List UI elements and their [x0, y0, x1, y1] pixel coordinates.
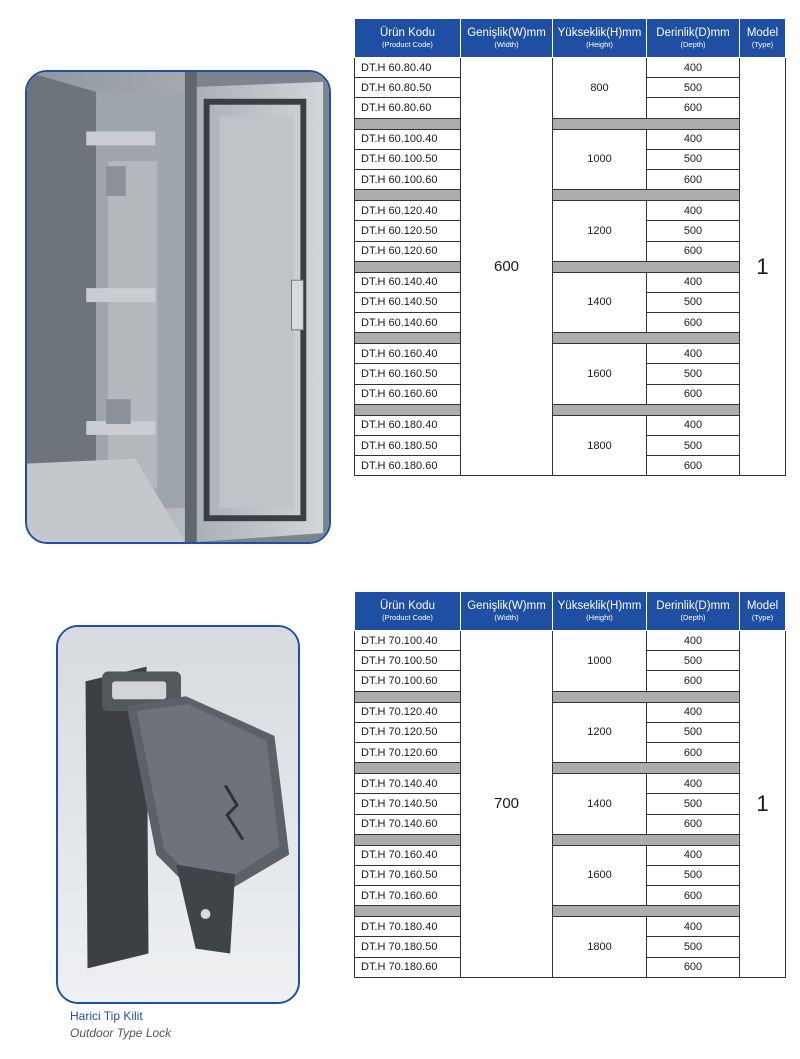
depth-cell: 500 — [647, 292, 740, 312]
separator-row — [355, 763, 786, 774]
product-code-cell: DT.H 60.160.40 — [355, 344, 461, 364]
depth-cell: 500 — [647, 221, 740, 241]
separator-row — [355, 834, 786, 845]
height-cell: 1200 — [553, 702, 647, 763]
separator-cell — [553, 190, 740, 201]
product-code-cell: DT.H 60.180.40 — [355, 415, 461, 435]
height-cell: 1000 — [553, 631, 647, 692]
depth-cell: 400 — [647, 201, 740, 221]
product-code-cell: DT.H 60.100.40 — [355, 129, 461, 149]
product-code-cell: DT.H 60.140.50 — [355, 292, 461, 312]
height-cell: 1400 — [553, 774, 647, 835]
table-row — [355, 272, 786, 292]
depth-cell: 400 — [647, 917, 740, 937]
product-code-cell: DT.H 60.80.60 — [355, 98, 461, 118]
depth-cell: 600 — [647, 671, 740, 691]
height-cell: 1800 — [553, 917, 647, 978]
header-height: Yükseklik(H)mm (Height) — [553, 592, 647, 631]
depth-cell: 600 — [647, 886, 740, 906]
separator-cell — [355, 906, 461, 917]
height-cell: 1600 — [553, 845, 647, 906]
depth-cell: 600 — [647, 384, 740, 404]
lock-caption — [70, 1008, 171, 1042]
depth-cell: 400 — [647, 415, 740, 435]
header-depth: Derinlik(D)mm (Depth) — [647, 592, 740, 631]
product-code-cell: DT.H 70.120.40 — [355, 702, 461, 722]
separator-row — [355, 333, 786, 344]
product-code-cell: DT.H 70.120.50 — [355, 722, 461, 742]
product-code-cell: DT.H 60.80.40 — [355, 58, 461, 78]
product-code-cell: DT.H 60.180.60 — [355, 456, 461, 476]
separator-cell — [355, 333, 461, 344]
depth-cell: 600 — [647, 742, 740, 762]
depth-cell: 600 — [647, 98, 740, 118]
height-cell: 1600 — [553, 344, 647, 405]
header-product-code: Ürün Kodu (Product Code) — [355, 19, 461, 58]
spec-table-700 — [354, 591, 786, 978]
depth-cell: 500 — [647, 364, 740, 384]
product-code-cell: DT.H 70.120.60 — [355, 742, 461, 762]
width-cell: 700 — [461, 631, 553, 978]
depth-cell: 500 — [647, 149, 740, 169]
separator-cell — [355, 834, 461, 845]
product-code-cell: DT.H 60.140.40 — [355, 272, 461, 292]
separator-cell — [355, 404, 461, 415]
height-cell: 1400 — [553, 272, 647, 333]
separator-cell — [553, 763, 740, 774]
header-model: Model (Type) — [740, 592, 786, 631]
depth-cell: 500 — [647, 937, 740, 957]
depth-cell: 600 — [647, 814, 740, 834]
product-code-cell: DT.H 60.120.40 — [355, 201, 461, 221]
table-row — [355, 415, 786, 435]
depth-cell: 500 — [647, 651, 740, 671]
model-cell: 1 — [740, 58, 786, 476]
product-code-cell: DT.H 70.180.40 — [355, 917, 461, 937]
product-code-cell: DT.H 70.160.60 — [355, 886, 461, 906]
separator-cell — [553, 906, 740, 917]
separator-cell — [553, 261, 740, 272]
height-cell: 1200 — [553, 201, 647, 262]
depth-cell: 400 — [647, 58, 740, 78]
spec-table-600 — [354, 18, 786, 476]
product-code-cell: DT.H 70.160.50 — [355, 865, 461, 885]
caption-turkish: Harici Tip Kilit — [70, 1009, 143, 1023]
separator-cell — [553, 118, 740, 129]
separator-cell — [355, 190, 461, 201]
depth-cell: 600 — [647, 313, 740, 333]
separator-cell — [355, 763, 461, 774]
product-code-cell: DT.H 60.120.50 — [355, 221, 461, 241]
product-code-cell: DT.H 70.100.60 — [355, 671, 461, 691]
product-code-cell: DT.H 70.140.60 — [355, 814, 461, 834]
depth-cell: 400 — [647, 845, 740, 865]
product-code-cell: DT.H 70.100.40 — [355, 631, 461, 651]
height-cell: 800 — [553, 58, 647, 119]
table-header-row — [355, 19, 786, 58]
header-depth: Derinlik(D)mm (Depth) — [647, 19, 740, 58]
separator-row — [355, 906, 786, 917]
product-code-cell: DT.H 70.140.50 — [355, 794, 461, 814]
separator-row — [355, 691, 786, 702]
depth-cell: 400 — [647, 272, 740, 292]
depth-cell: 500 — [647, 865, 740, 885]
product-code-cell: DT.H 70.100.50 — [355, 651, 461, 671]
depth-cell: 600 — [647, 957, 740, 977]
product-code-cell: DT.H 70.140.40 — [355, 774, 461, 794]
separator-cell — [553, 404, 740, 415]
table-row — [355, 845, 786, 865]
header-width: Genişlik(W)mm (Width) — [461, 592, 553, 631]
depth-cell: 400 — [647, 631, 740, 651]
product-code-cell: DT.H 60.160.50 — [355, 364, 461, 384]
width-cell: 600 — [461, 58, 553, 476]
table-row — [355, 344, 786, 364]
depth-cell: 400 — [647, 702, 740, 722]
separator-row — [355, 190, 786, 201]
product-code-cell: DT.H 70.160.40 — [355, 845, 461, 865]
header-height: Yükseklik(H)mm (Height) — [553, 19, 647, 58]
separator-row — [355, 261, 786, 272]
product-code-cell: DT.H 60.140.60 — [355, 313, 461, 333]
depth-cell: 500 — [647, 794, 740, 814]
depth-cell: 400 — [647, 344, 740, 364]
product-code-cell: DT.H 60.80.50 — [355, 78, 461, 98]
table-row — [355, 58, 786, 78]
product-code-cell: DT.H 60.100.50 — [355, 149, 461, 169]
separator-row — [355, 404, 786, 415]
depth-cell: 500 — [647, 722, 740, 742]
table-row — [355, 702, 786, 722]
separator-cell — [355, 261, 461, 272]
depth-cell: 400 — [647, 774, 740, 794]
depth-cell: 600 — [647, 169, 740, 189]
separator-cell — [553, 691, 740, 702]
separator-cell — [355, 118, 461, 129]
separator-cell — [355, 691, 461, 702]
separator-row — [355, 118, 786, 129]
depth-cell: 400 — [647, 129, 740, 149]
product-code-cell: DT.H 60.160.60 — [355, 384, 461, 404]
product-code-cell: DT.H 70.180.50 — [355, 937, 461, 957]
table-row — [355, 631, 786, 651]
height-cell: 1800 — [553, 415, 647, 476]
product-code-cell: DT.H 60.120.60 — [355, 241, 461, 261]
table-row — [355, 201, 786, 221]
header-product-code: Ürün Kodu (Product Code) — [355, 592, 461, 631]
product-code-cell: DT.H 60.180.50 — [355, 436, 461, 456]
product-code-cell: DT.H 60.100.60 — [355, 169, 461, 189]
product-code-cell: DT.H 70.180.60 — [355, 957, 461, 977]
model-cell: 1 — [740, 631, 786, 978]
table-row — [355, 917, 786, 937]
caption-english: Outdoor Type Lock — [70, 1026, 172, 1040]
depth-cell: 600 — [647, 241, 740, 261]
height-cell: 1000 — [553, 129, 647, 190]
depth-cell: 500 — [647, 78, 740, 98]
depth-cell: 600 — [647, 456, 740, 476]
lock-photo — [56, 625, 300, 1004]
cabinet-photo — [25, 70, 331, 544]
depth-cell: 500 — [647, 436, 740, 456]
table-row — [355, 129, 786, 149]
table-row — [355, 774, 786, 794]
separator-cell — [553, 333, 740, 344]
table-header-row — [355, 592, 786, 631]
header-width: Genişlik(W)mm (Width) — [461, 19, 553, 58]
separator-cell — [553, 834, 740, 845]
header-model: Model (Type) — [740, 19, 786, 58]
